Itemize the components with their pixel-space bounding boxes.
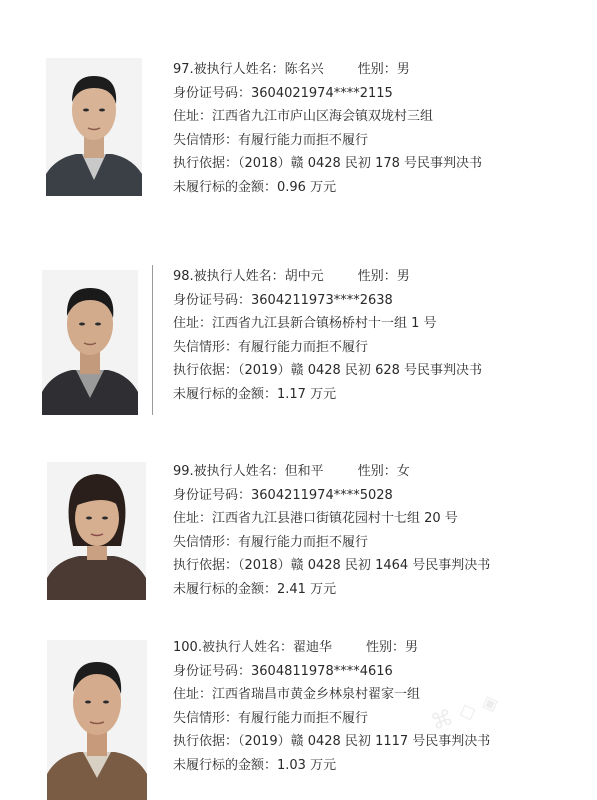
address-field: 住址：江西省瑞昌市黄金乡林泉村翟家一组 xyxy=(173,687,421,702)
basis-field: 执行依据：（2019）赣 0428 民初 1117 号民事判决书 xyxy=(173,734,491,749)
name-field: 100.被执行人姓名：翟迪华 xyxy=(173,640,332,655)
basis-field: 执行依据：（2019）赣 0428 民初 628 号民事判决书 xyxy=(173,363,483,378)
sex-field: 性别：男 xyxy=(357,62,410,77)
amount-field: 未履行标的金额：0.96 万元 xyxy=(173,179,337,195)
name-field: 97.被执行人姓名：陈名兴 xyxy=(173,62,324,77)
watermark-mark: ⌘ ◇ ◈ xyxy=(427,688,502,737)
name-field: 98.被执行人姓名：胡中元 xyxy=(173,269,324,284)
address-field: 住址：江西省九江县港口街镇花园村十七组 20 号 xyxy=(173,511,458,526)
status-field: 失信情形：有履行能力而拒不履行 xyxy=(173,339,369,355)
portrait-photo xyxy=(47,640,147,800)
status-field: 失信情形：有履行能力而拒不履行 xyxy=(173,534,369,550)
amount-field: 未履行标的金额：2.41 万元 xyxy=(173,581,337,597)
name-field: 99.被执行人姓名：但和平 xyxy=(173,464,324,479)
amount-field: 未履行标的金额：1.17 万元 xyxy=(173,386,337,402)
status-field: 失信情形：有履行能力而拒不履行 xyxy=(173,710,369,726)
name-line xyxy=(173,636,490,660)
address-field: 住址：江西省九江县新合镇杨桥村十一组 1 号 xyxy=(173,316,437,331)
id-field: 身份证号码：3604811978****4616 xyxy=(173,663,393,679)
basis-field: 执行依据：（2018）赣 0428 民初 178 号民事判决书 xyxy=(173,156,483,171)
portrait-male-icon xyxy=(47,640,147,800)
id-field: 身份证号码：3604211974****5028 xyxy=(173,487,393,503)
sex-field: 性别：女 xyxy=(357,464,410,479)
sex-field: 性别：男 xyxy=(365,640,418,655)
amount-field: 未履行标的金额：1.03 万元 xyxy=(173,757,337,773)
basis-field: 执行依据：（2018）赣 0428 民初 1464 号民事判决书 xyxy=(173,558,491,573)
address-field: 住址：江西省九江市庐山区海会镇双垅村三组 xyxy=(173,109,434,124)
sex-field: 性别：男 xyxy=(357,269,410,284)
id-field: 身份证号码：3604211973****2638 xyxy=(173,292,393,308)
status-field: 失信情形：有履行能力而拒不履行 xyxy=(173,132,369,148)
id-field: 身份证号码：3604021974****2115 xyxy=(173,85,393,101)
